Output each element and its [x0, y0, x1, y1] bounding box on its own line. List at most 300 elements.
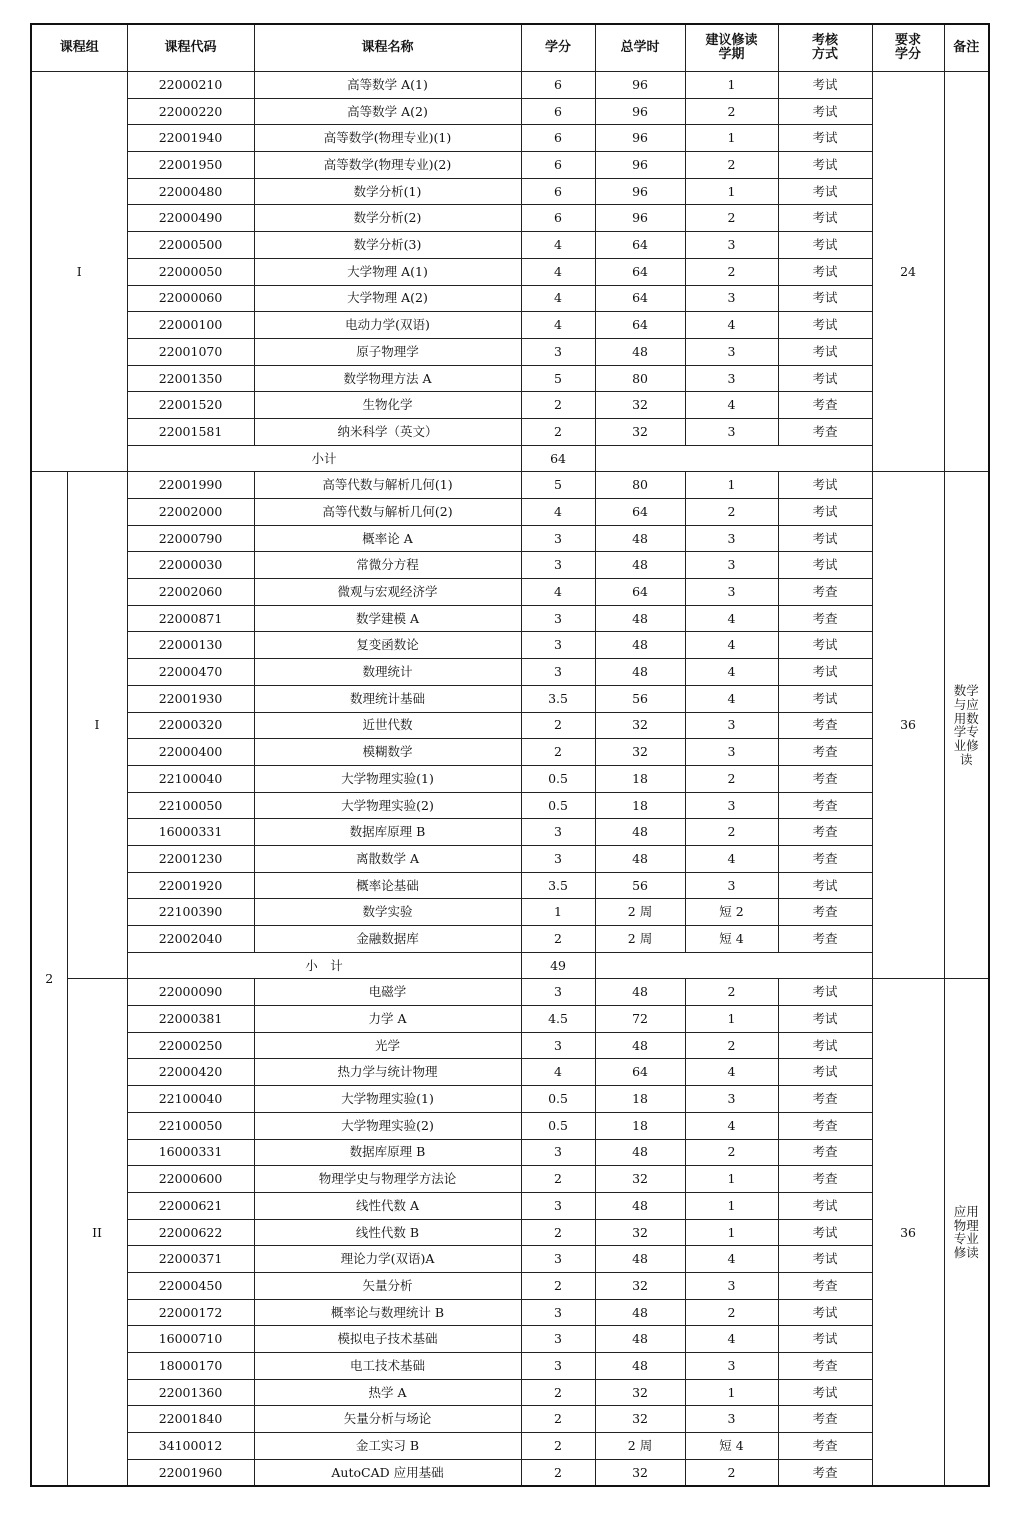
course-credit: 3.5 [521, 685, 595, 712]
course-hours: 48 [595, 819, 685, 846]
remark-cell [944, 979, 989, 1487]
course-term: 1 [685, 1166, 778, 1193]
course-hours: 48 [595, 979, 685, 1006]
course-term: 3 [685, 338, 778, 365]
course-code: 22000250 [127, 1032, 254, 1059]
course-name: 近世代数 [254, 712, 521, 739]
course-code: 22000600 [127, 1166, 254, 1193]
course-exam: 考查 [778, 712, 872, 739]
course-exam: 考试 [778, 312, 872, 339]
course-hours: 48 [595, 338, 685, 365]
course-name: 大学物理实验(2) [254, 1112, 521, 1139]
course-term: 2 [685, 258, 778, 285]
table-row [31, 739, 989, 766]
course-exam: 考试 [778, 1032, 872, 1059]
course-hours: 32 [595, 418, 685, 445]
course-term: 4 [685, 1246, 778, 1273]
table-row [31, 1459, 989, 1486]
course-hours: 80 [595, 472, 685, 499]
course-term: 2 [685, 1032, 778, 1059]
table-row [31, 1246, 989, 1273]
course-name: 概率论基础 [254, 872, 521, 899]
course-hours: 32 [595, 1166, 685, 1193]
course-hours: 48 [595, 1326, 685, 1353]
course-exam: 考查 [778, 1459, 872, 1486]
course-credit: 2 [521, 1219, 595, 1246]
course-hours: 48 [595, 1139, 685, 1166]
table-row [31, 338, 989, 365]
course-name: 原子物理学 [254, 338, 521, 365]
course-exam: 考试 [778, 552, 872, 579]
table-row [31, 979, 989, 1006]
course-hours: 96 [595, 178, 685, 205]
course-hours: 18 [595, 1112, 685, 1139]
table-row [31, 1059, 989, 1086]
course-exam: 考试 [778, 979, 872, 1006]
table-row [31, 845, 989, 872]
course-exam: 考试 [778, 1299, 872, 1326]
table-row [31, 899, 989, 926]
course-hours: 32 [595, 1219, 685, 1246]
course-term: 4 [685, 312, 778, 339]
course-exam: 考试 [778, 152, 872, 179]
course-name: 矢量分析与场论 [254, 1406, 521, 1433]
course-term: 4 [685, 1059, 778, 1086]
course-hours: 32 [595, 739, 685, 766]
table-row [31, 365, 989, 392]
course-term: 1 [685, 472, 778, 499]
course-name: 数学建模 A [254, 605, 521, 632]
course-name: 微观与宏观经济学 [254, 579, 521, 606]
course-code: 22000621 [127, 1192, 254, 1219]
course-exam: 考查 [778, 1112, 872, 1139]
course-hours: 48 [595, 1246, 685, 1273]
subtotal-label: 小计 [127, 445, 521, 472]
course-exam: 考试 [778, 72, 872, 99]
course-exam: 考试 [778, 125, 872, 152]
course-name: 数学分析(1) [254, 178, 521, 205]
course-credit: 2 [521, 1433, 595, 1460]
course-exam: 考试 [778, 365, 872, 392]
table-row [31, 1353, 989, 1380]
course-name: 高等代数与解析几何(2) [254, 499, 521, 526]
course-hours: 96 [595, 125, 685, 152]
course-exam: 考试 [778, 525, 872, 552]
header-hours: 总学时 [595, 24, 685, 72]
course-name: 离散数学 A [254, 845, 521, 872]
remark-cell [944, 472, 989, 979]
course-exam: 考查 [778, 605, 872, 632]
course-code: 22001960 [127, 1459, 254, 1486]
course-term: 3 [685, 1353, 778, 1380]
course-credit: 0.5 [521, 1086, 595, 1113]
course-term: 3 [685, 739, 778, 766]
course-hours: 48 [595, 1192, 685, 1219]
course-credit: 3 [521, 845, 595, 872]
course-name: 概率论 A [254, 525, 521, 552]
course-term: 2 [685, 152, 778, 179]
course-name: 光学 [254, 1032, 521, 1059]
course-hours: 32 [595, 1459, 685, 1486]
course-code: 22000050 [127, 258, 254, 285]
course-credit: 2 [521, 739, 595, 766]
course-term: 4 [685, 659, 778, 686]
course-hours: 96 [595, 72, 685, 99]
course-term: 3 [685, 418, 778, 445]
course-credit: 3.5 [521, 872, 595, 899]
course-term: 4 [685, 632, 778, 659]
course-exam: 考查 [778, 845, 872, 872]
course-name: 热学 A [254, 1379, 521, 1406]
course-credit: 3 [521, 1326, 595, 1353]
course-code: 22000210 [127, 72, 254, 99]
course-term: 4 [685, 392, 778, 419]
course-term: 2 [685, 1139, 778, 1166]
table-row [31, 312, 989, 339]
course-credit: 6 [521, 72, 595, 99]
course-code: 22100040 [127, 1086, 254, 1113]
course-hours: 18 [595, 1086, 685, 1113]
table-row [31, 178, 989, 205]
course-exam: 考查 [778, 765, 872, 792]
table-row [31, 552, 989, 579]
course-name: 纳米科学（英文） [254, 418, 521, 445]
course-code: 16000331 [127, 819, 254, 846]
course-credit: 4 [521, 258, 595, 285]
course-name: 模拟电子技术基础 [254, 1326, 521, 1353]
table-row [31, 765, 989, 792]
course-credit: 3 [521, 338, 595, 365]
course-name: 高等数学(物理专业)(2) [254, 152, 521, 179]
course-code: 22000100 [127, 312, 254, 339]
course-term: 2 [685, 499, 778, 526]
header-exam: 考核方式 [778, 24, 872, 72]
table-row [31, 872, 989, 899]
course-hours: 80 [595, 365, 685, 392]
subtotal-row [31, 952, 989, 979]
course-exam: 考试 [778, 1326, 872, 1353]
course-exam: 考试 [778, 632, 872, 659]
course-credit: 2 [521, 926, 595, 953]
course-name: 大学物理实验(1) [254, 765, 521, 792]
table-row [31, 98, 989, 125]
course-name: 热力学与统计物理 [254, 1059, 521, 1086]
course-code: 22000790 [127, 525, 254, 552]
course-name: 金工实习 B [254, 1433, 521, 1460]
course-name: 复变函数论 [254, 632, 521, 659]
subtotal-empty [595, 445, 872, 472]
course-name: 电工技术基础 [254, 1353, 521, 1380]
course-term: 2 [685, 98, 778, 125]
table-row [31, 525, 989, 552]
course-term: 3 [685, 1272, 778, 1299]
course-hours: 64 [595, 499, 685, 526]
course-exam: 考试 [778, 1006, 872, 1033]
course-credit: 3 [521, 552, 595, 579]
course-name: 数理统计 [254, 659, 521, 686]
course-hours: 64 [595, 312, 685, 339]
course-code: 22000500 [127, 232, 254, 259]
table-row [31, 1139, 989, 1166]
course-credit: 6 [521, 178, 595, 205]
course-code: 22000220 [127, 98, 254, 125]
course-exam: 考试 [778, 472, 872, 499]
course-exam: 考查 [778, 1353, 872, 1380]
remark-text: 应用物理专业修读 [953, 1203, 979, 1261]
course-code: 22000172 [127, 1299, 254, 1326]
course-name: 高等数学(物理专业)(1) [254, 125, 521, 152]
course-code: 22000090 [127, 979, 254, 1006]
table-row [31, 685, 989, 712]
subtotal-empty [595, 952, 872, 979]
course-name: 模糊数学 [254, 739, 521, 766]
required-credit: 36 [872, 472, 944, 979]
course-hours: 48 [595, 552, 685, 579]
course-name: 常微分方程 [254, 552, 521, 579]
course-code: 22001930 [127, 685, 254, 712]
course-credit: 3 [521, 1032, 595, 1059]
course-exam: 考查 [778, 1139, 872, 1166]
course-term: 4 [685, 1112, 778, 1139]
course-name: 生物化学 [254, 392, 521, 419]
table-row [31, 605, 989, 632]
course-exam: 考试 [778, 285, 872, 312]
course-code: 16000710 [127, 1326, 254, 1353]
course-exam: 考查 [778, 899, 872, 926]
header-credit: 学分 [521, 24, 595, 72]
remark-cell [944, 72, 989, 472]
course-code: 22100050 [127, 1112, 254, 1139]
course-credit: 6 [521, 125, 595, 152]
course-hours: 64 [595, 579, 685, 606]
course-name: 数学分析(2) [254, 205, 521, 232]
course-term: 4 [685, 1326, 778, 1353]
course-exam: 考查 [778, 1272, 872, 1299]
course-code: 22001350 [127, 365, 254, 392]
course-code: 22001940 [127, 125, 254, 152]
course-exam: 考试 [778, 1059, 872, 1086]
course-hours: 18 [595, 792, 685, 819]
course-hours: 2 周 [595, 1433, 685, 1460]
course-hours: 48 [595, 632, 685, 659]
course-hours: 56 [595, 685, 685, 712]
course-exam: 考查 [778, 1166, 872, 1193]
course-code: 22001070 [127, 338, 254, 365]
course-credit: 2 [521, 1379, 595, 1406]
table-body [31, 72, 989, 1487]
course-name: 数学物理方法 A [254, 365, 521, 392]
course-code: 22001520 [127, 392, 254, 419]
course-code: 22100390 [127, 899, 254, 926]
course-code: 22000871 [127, 605, 254, 632]
course-code: 22001950 [127, 152, 254, 179]
course-term: 1 [685, 1379, 778, 1406]
course-credit: 5 [521, 365, 595, 392]
course-code: 22001360 [127, 1379, 254, 1406]
course-hours: 2 周 [595, 926, 685, 953]
course-hours: 48 [595, 1353, 685, 1380]
course-credit: 2 [521, 1459, 595, 1486]
course-term: 4 [685, 845, 778, 872]
course-name: 线性代数 A [254, 1192, 521, 1219]
course-exam: 考试 [778, 685, 872, 712]
course-hours: 48 [595, 605, 685, 632]
course-name: 理论力学(双语)A [254, 1246, 521, 1273]
course-hours: 48 [595, 845, 685, 872]
course-term: 3 [685, 365, 778, 392]
course-credit: 1 [521, 899, 595, 926]
course-hours: 32 [595, 392, 685, 419]
group-cell: I [31, 72, 127, 472]
course-term: 4 [685, 685, 778, 712]
table-row [31, 258, 989, 285]
course-code: 22000320 [127, 712, 254, 739]
course-credit: 2 [521, 418, 595, 445]
course-exam: 考试 [778, 98, 872, 125]
course-name: 金融数据库 [254, 926, 521, 953]
course-term: 2 [685, 1299, 778, 1326]
table-row [31, 205, 989, 232]
course-exam: 考试 [778, 338, 872, 365]
course-exam: 考试 [778, 258, 872, 285]
course-name: 数理统计基础 [254, 685, 521, 712]
course-exam: 考试 [778, 499, 872, 526]
course-credit: 3 [521, 1353, 595, 1380]
course-code: 22000480 [127, 178, 254, 205]
course-exam: 考试 [778, 872, 872, 899]
course-exam: 考试 [778, 1246, 872, 1273]
course-exam: 考查 [778, 579, 872, 606]
course-name: 电动力学(双语) [254, 312, 521, 339]
header-row [31, 24, 989, 72]
course-credit: 2 [521, 1272, 595, 1299]
course-credit: 0.5 [521, 1112, 595, 1139]
course-hours: 32 [595, 1272, 685, 1299]
course-term: 2 [685, 819, 778, 846]
course-term: 短 4 [685, 926, 778, 953]
table-row [31, 472, 989, 499]
course-name: 高等数学 A(2) [254, 98, 521, 125]
header-remark: 备注 [944, 24, 989, 72]
course-name: 物理学史与物理学方法论 [254, 1166, 521, 1193]
table-row [31, 1006, 989, 1033]
header-group: 课程组 [31, 24, 127, 72]
table-row [31, 1272, 989, 1299]
table-row [31, 125, 989, 152]
course-code: 22000400 [127, 739, 254, 766]
header-required: 要求学分 [872, 24, 944, 72]
course-exam: 考查 [778, 1433, 872, 1460]
course-credit: 5 [521, 472, 595, 499]
course-credit: 3 [521, 819, 595, 846]
course-credit: 4 [521, 232, 595, 259]
course-name: 线性代数 B [254, 1219, 521, 1246]
course-name: 高等代数与解析几何(1) [254, 472, 521, 499]
course-term: 1 [685, 72, 778, 99]
course-code: 22100040 [127, 765, 254, 792]
course-name: 数据库原理 B [254, 1139, 521, 1166]
course-code: 18000170 [127, 1353, 254, 1380]
table-row [31, 1326, 989, 1353]
course-credit: 3 [521, 1246, 595, 1273]
course-exam: 考试 [778, 1379, 872, 1406]
subtotal-value: 64 [521, 445, 595, 472]
course-code: 22001920 [127, 872, 254, 899]
course-exam: 考查 [778, 926, 872, 953]
table-row [31, 1433, 989, 1460]
required-credit: 36 [872, 979, 944, 1487]
course-credit: 2 [521, 1406, 595, 1433]
table-row [31, 819, 989, 846]
course-credit: 0.5 [521, 765, 595, 792]
course-credit: 3 [521, 979, 595, 1006]
course-hours: 96 [595, 152, 685, 179]
remark-text: 数学与应用数学专业修读 [953, 683, 979, 767]
course-credit: 4.5 [521, 1006, 595, 1033]
course-credit: 4 [521, 312, 595, 339]
course-code: 22000450 [127, 1272, 254, 1299]
course-term: 短 4 [685, 1433, 778, 1460]
table-row [31, 926, 989, 953]
course-term: 2 [685, 205, 778, 232]
course-hours: 48 [595, 659, 685, 686]
course-term: 3 [685, 1406, 778, 1433]
table-row [31, 1299, 989, 1326]
course-code: 22000371 [127, 1246, 254, 1273]
course-term: 3 [685, 712, 778, 739]
course-term: 3 [685, 525, 778, 552]
course-term: 短 2 [685, 899, 778, 926]
course-exam: 考试 [778, 1192, 872, 1219]
course-code: 22002060 [127, 579, 254, 606]
course-code: 22002040 [127, 926, 254, 953]
course-credit: 2 [521, 712, 595, 739]
table-row [31, 1032, 989, 1059]
table-row [31, 1406, 989, 1433]
course-term: 4 [685, 605, 778, 632]
course-name: 大学物理实验(1) [254, 1086, 521, 1113]
table-row [31, 579, 989, 606]
course-name: 高等数学 A(1) [254, 72, 521, 99]
course-name: 电磁学 [254, 979, 521, 1006]
course-term: 3 [685, 792, 778, 819]
course-term: 3 [685, 1086, 778, 1113]
course-name: 大学物理 A(1) [254, 258, 521, 285]
course-term: 1 [685, 1219, 778, 1246]
course-exam: 考试 [778, 1219, 872, 1246]
table-row [31, 1379, 989, 1406]
course-exam: 考试 [778, 205, 872, 232]
table-row [31, 152, 989, 179]
course-credit: 3 [521, 1299, 595, 1326]
table-row [31, 499, 989, 526]
course-code: 22000622 [127, 1219, 254, 1246]
subtotal-label: 小 计 [127, 952, 521, 979]
course-hours: 32 [595, 1406, 685, 1433]
table-row [31, 792, 989, 819]
subgroup-cell: II [67, 979, 127, 1487]
course-term: 1 [685, 178, 778, 205]
course-name: 数据库原理 B [254, 819, 521, 846]
course-credit: 3 [521, 659, 595, 686]
course-hours: 18 [595, 765, 685, 792]
course-code: 22000420 [127, 1059, 254, 1086]
course-credit: 3 [521, 605, 595, 632]
table-row [31, 72, 989, 99]
course-exam: 考查 [778, 1406, 872, 1433]
course-exam: 考查 [778, 418, 872, 445]
course-hours: 64 [595, 258, 685, 285]
